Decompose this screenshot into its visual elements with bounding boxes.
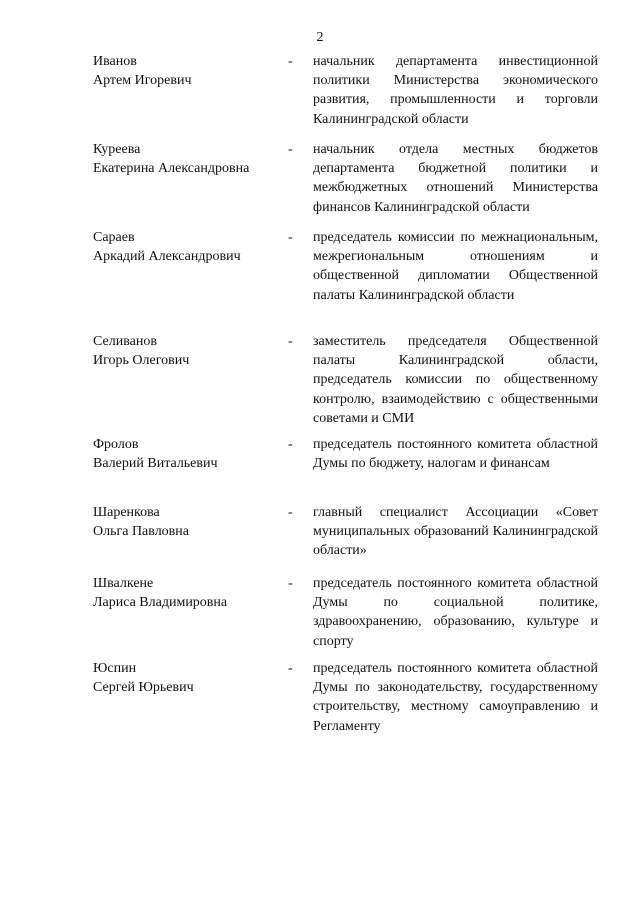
separator-dash: -: [288, 576, 293, 591]
member-name: [93, 659, 283, 697]
member-given-name: Лариса Владимировна: [93, 595, 228, 610]
separator-dash: -: [288, 54, 293, 69]
member-given-name: Екатерина Александровна: [93, 161, 250, 176]
member-position: заместитель председателя Общественной палаты Калининградской области, председатель комиссии по общественному контролю, взаимодействию с общественными советами и СМИ: [313, 334, 598, 426]
member-position: председатель постоянного комитета областной Думы по бюджету, налогам и финансам: [313, 437, 598, 472]
member-position: председатель постоянного комитета областной Думы по законодательству, государственному строительству, местному самоуправлению и Регламенту: [313, 661, 598, 734]
member-position: начальник департамента инвестиционной политики Министерства экономического развития, промышленности и торговли Калининградской области: [313, 54, 598, 127]
member-given-name: Игорь Олегович: [93, 353, 190, 368]
member-surname: Шаренкова: [93, 505, 160, 520]
member-surname: Куреева: [93, 142, 141, 157]
separator-dash: -: [288, 334, 293, 349]
member-name: [93, 52, 283, 90]
member-surname: Юспин: [93, 661, 137, 676]
member-surname: Сараев: [93, 230, 135, 245]
member-position: председатель комиссии по межнациональным, межрегиональным отношениям и общественной дипломатии Общественной палаты Калининградской области: [313, 230, 598, 303]
member-position: председатель постоянного комитета областной Думы по социальной политике, здравоохранению, образованию, культуре и спорту: [313, 576, 598, 649]
member-given-name: Сергей Юрьевич: [93, 680, 194, 695]
member-position: начальник отдела местных бюджетов департамента бюджетной политики и межбюджетных отношений Министерства финансов Калининградской области: [313, 142, 598, 215]
separator-dash: -: [288, 437, 293, 452]
member-surname: Селиванов: [93, 334, 157, 349]
separator-dash: -: [288, 142, 293, 157]
member-position: главный специалист Ассоциации «Совет муниципальных образований Калининградской области»: [313, 505, 598, 559]
member-given-name: Ольга Павловна: [93, 524, 189, 539]
member-name: [93, 503, 283, 541]
member-name: [93, 574, 283, 612]
member-surname: Швалкене: [93, 576, 154, 591]
member-surname: Иванов: [93, 54, 137, 69]
member-given-name: Артем Игоревич: [93, 73, 192, 88]
member-given-name: Валерий Витальевич: [93, 456, 218, 471]
member-name: [93, 435, 283, 473]
member-name: [93, 332, 283, 370]
member-name: [93, 140, 283, 178]
member-name: [93, 228, 283, 266]
member-surname: Фролов: [93, 437, 139, 452]
page-number: 2: [316, 30, 324, 45]
separator-dash: -: [288, 230, 293, 245]
separator-dash: -: [288, 505, 293, 520]
separator-dash: -: [288, 661, 293, 676]
member-given-name: Аркадий Александрович: [93, 249, 241, 264]
